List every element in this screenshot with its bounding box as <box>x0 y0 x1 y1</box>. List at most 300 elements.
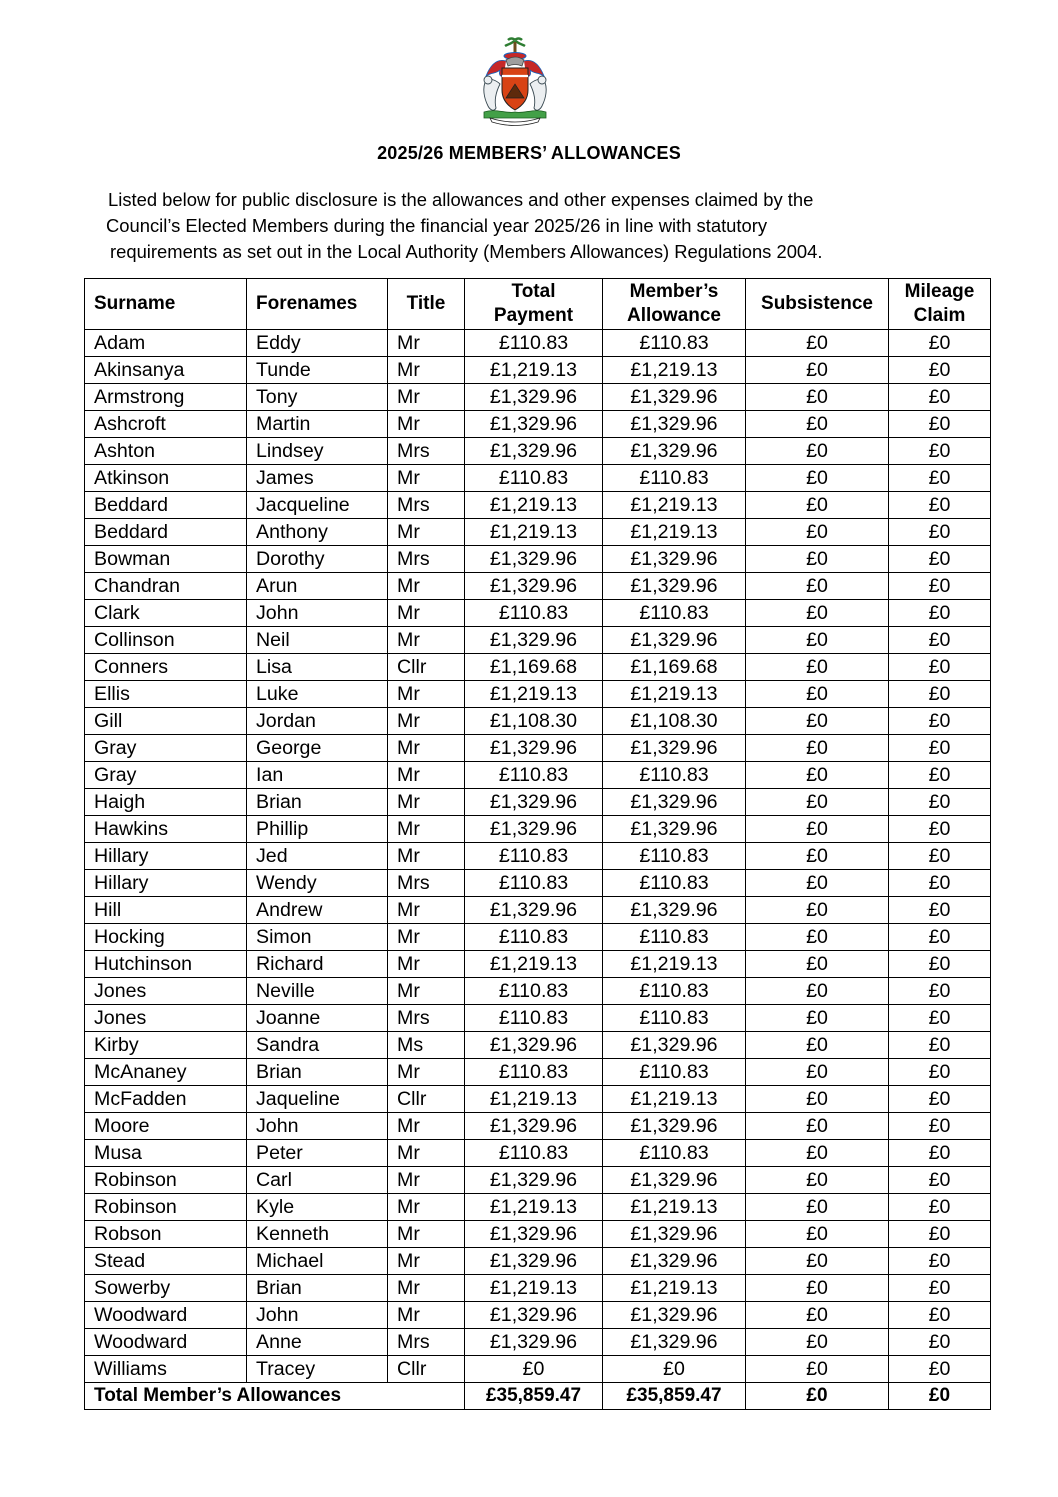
forenames-cell: James <box>247 465 388 492</box>
title-cell: Mr <box>388 924 465 951</box>
table-row <box>85 816 991 843</box>
table-row <box>85 843 991 870</box>
members-allowance-cell: £110.83 <box>603 843 746 870</box>
table-row <box>85 627 991 654</box>
table-row <box>85 330 991 357</box>
total-payment-cell: £0 <box>465 1356 603 1383</box>
mileage-claim-cell: £0 <box>889 1248 991 1275</box>
table-row <box>85 1167 991 1194</box>
table-row <box>85 384 991 411</box>
forenames-cell: Luke <box>247 681 388 708</box>
surname-cell: Chandran <box>85 573 247 600</box>
subsistence-cell: £0 <box>746 546 889 573</box>
members-allowance-cell: £1,219.13 <box>603 1194 746 1221</box>
subsistence-cell: £0 <box>746 789 889 816</box>
total-payment-cell: £1,329.96 <box>465 573 603 600</box>
surname-cell: Hill <box>85 897 247 924</box>
forenames-cell: Kenneth <box>247 1221 388 1248</box>
header-surname: Surname <box>85 279 247 330</box>
title-cell: Mr <box>388 519 465 546</box>
allowances-table <box>84 278 991 1410</box>
mileage-claim-cell: £0 <box>889 1356 991 1383</box>
members-allowance-cell: £1,329.96 <box>603 816 746 843</box>
surname-cell: Hocking <box>85 924 247 951</box>
mileage-claim-cell: £0 <box>889 951 991 978</box>
subsistence-cell: £0 <box>746 1221 889 1248</box>
total-payment-cell: £1,329.96 <box>465 438 603 465</box>
total-payment-cell: £110.83 <box>465 870 603 897</box>
total-payment-sum: £35,859.47 <box>465 1383 603 1410</box>
table-row <box>85 438 991 465</box>
forenames-cell: Phillip <box>247 816 388 843</box>
header-forenames: Forenames <box>247 279 388 330</box>
mileage-claim-cell: £0 <box>889 384 991 411</box>
table-header-row <box>85 279 991 330</box>
table-row <box>85 1248 991 1275</box>
table-row <box>85 1140 991 1167</box>
mileage-claim-cell: £0 <box>889 924 991 951</box>
title-cell: Mr <box>388 465 465 492</box>
surname-cell: Atkinson <box>85 465 247 492</box>
members-allowance-cell: £1,329.96 <box>603 1302 746 1329</box>
surname-cell: Adam <box>85 330 247 357</box>
mileage-claim-cell: £0 <box>889 573 991 600</box>
header-members-allowance-line2: Allowance <box>627 305 721 326</box>
total-payment-cell: £1,219.13 <box>465 1194 603 1221</box>
table-row <box>85 681 991 708</box>
mileage-claim-cell: £0 <box>889 1086 991 1113</box>
table-row <box>85 654 991 681</box>
mileage-claim-cell: £0 <box>889 330 991 357</box>
subsistence-cell: £0 <box>746 438 889 465</box>
total-payment-cell: £110.83 <box>465 1059 603 1086</box>
forenames-cell: Brian <box>247 1059 388 1086</box>
total-payment-cell: £1,329.96 <box>465 546 603 573</box>
total-payment-cell: £110.83 <box>465 924 603 951</box>
table-row <box>85 411 991 438</box>
subsistence-cell: £0 <box>746 330 889 357</box>
total-payment-cell: £1,329.96 <box>465 1248 603 1275</box>
total-payment-cell: £1,329.96 <box>465 1329 603 1356</box>
surname-cell: Sowerby <box>85 1275 247 1302</box>
title-cell: Cllr <box>388 654 465 681</box>
surname-cell: Jones <box>85 978 247 1005</box>
mileage-claim-cell: £0 <box>889 1302 991 1329</box>
mileage-claim-cell: £0 <box>889 762 991 789</box>
mileage-claim-cell: £0 <box>889 789 991 816</box>
members-allowance-cell: £1,219.13 <box>603 1086 746 1113</box>
total-payment-cell: £1,329.96 <box>465 735 603 762</box>
forenames-cell: Kyle <box>247 1194 388 1221</box>
subsistence-cell: £0 <box>746 519 889 546</box>
members-allowance-cell: £0 <box>603 1356 746 1383</box>
members-allowance-cell: £110.83 <box>603 762 746 789</box>
members-allowance-cell: £1,329.96 <box>603 546 746 573</box>
surname-cell: McAnaney <box>85 1059 247 1086</box>
mileage-claim-cell: £0 <box>889 1113 991 1140</box>
table-row <box>85 762 991 789</box>
forenames-cell: Brian <box>247 1275 388 1302</box>
title-cell: Ms <box>388 1032 465 1059</box>
members-allowance-cell: £1,329.96 <box>603 627 746 654</box>
table-row <box>85 492 991 519</box>
subsistence-cell: £0 <box>746 492 889 519</box>
header-members-allowance-line1: Member’s <box>629 281 719 302</box>
members-allowance-cell: £1,219.13 <box>603 681 746 708</box>
forenames-cell: John <box>247 1302 388 1329</box>
members-allowance-cell: £1,329.96 <box>603 1221 746 1248</box>
header-members-allowance <box>603 279 746 330</box>
total-payment-cell: £1,329.96 <box>465 1302 603 1329</box>
surname-cell: Ashcroft <box>85 411 247 438</box>
subsistence-cell: £0 <box>746 600 889 627</box>
subsistence-cell: £0 <box>746 465 889 492</box>
subsistence-cell: £0 <box>746 1329 889 1356</box>
title-cell: Mrs <box>388 1329 465 1356</box>
total-payment-cell: £110.83 <box>465 1005 603 1032</box>
table-row <box>85 1329 991 1356</box>
surname-cell: Robson <box>85 1221 247 1248</box>
forenames-cell: Ian <box>247 762 388 789</box>
total-payment-cell: £1,329.96 <box>465 1032 603 1059</box>
forenames-cell: Wendy <box>247 870 388 897</box>
title-cell: Mr <box>388 1248 465 1275</box>
forenames-cell: Jacqueline <box>247 492 388 519</box>
forenames-cell: Neil <box>247 627 388 654</box>
title-cell: Mrs <box>388 492 465 519</box>
total-payment-cell: £1,169.68 <box>465 654 603 681</box>
surname-cell: Bowman <box>85 546 247 573</box>
title-cell: Mr <box>388 411 465 438</box>
members-allowance-cell: £1,329.96 <box>603 735 746 762</box>
subsistence-cell: £0 <box>746 1059 889 1086</box>
surname-cell: Gray <box>85 762 247 789</box>
forenames-cell: John <box>247 1113 388 1140</box>
table-row <box>85 1275 991 1302</box>
document-title: 2025/26 MEMBERS’ ALLOWANCES <box>377 143 681 163</box>
header-subsistence: Subsistence <box>746 279 889 330</box>
subsistence-cell: £0 <box>746 357 889 384</box>
members-allowance-cell: £1,329.96 <box>603 1032 746 1059</box>
title-cell: Mr <box>388 951 465 978</box>
intro-line: Council’s Elected Members during the financial year 2025/26 in line with statutory <box>106 215 768 236</box>
forenames-cell: Andrew <box>247 897 388 924</box>
table-row <box>85 519 991 546</box>
title-cell: Mr <box>388 1140 465 1167</box>
header-total-payment-line2: Payment <box>493 305 574 326</box>
subsistence-cell: £0 <box>746 654 889 681</box>
title-cell: Mr <box>388 681 465 708</box>
surname-cell: Armstrong <box>85 384 247 411</box>
forenames-cell: Martin <box>247 411 388 438</box>
members-allowance-cell: £1,329.96 <box>603 573 746 600</box>
surname-cell: Moore <box>85 1113 247 1140</box>
members-allowance-cell: £1,169.68 <box>603 654 746 681</box>
surname-cell: Musa <box>85 1140 247 1167</box>
forenames-cell: Brian <box>247 789 388 816</box>
mileage-claim-cell: £0 <box>889 870 991 897</box>
subsistence-cell: £0 <box>746 708 889 735</box>
forenames-cell: Michael <box>247 1248 388 1275</box>
surname-cell: Beddard <box>85 492 247 519</box>
surname-cell: Woodward <box>85 1302 247 1329</box>
subsistence-cell: £0 <box>746 627 889 654</box>
forenames-cell: Joanne <box>247 1005 388 1032</box>
subsistence-cell: £0 <box>746 1248 889 1275</box>
members-allowance-cell: £110.83 <box>603 1140 746 1167</box>
members-allowance-cell: £1,329.96 <box>603 1248 746 1275</box>
table-row <box>85 1113 991 1140</box>
title-cell: Mr <box>388 843 465 870</box>
total-payment-cell: £1,219.13 <box>465 519 603 546</box>
forenames-cell: Carl <box>247 1167 388 1194</box>
title-cell: Mr <box>388 1167 465 1194</box>
title-cell: Cllr <box>388 1086 465 1113</box>
intro-line: requirements as set out in the Local Authority (Members Allowances) Regulations 2004. <box>110 241 823 262</box>
members-allowance-cell: £110.83 <box>603 465 746 492</box>
intro-paragraph <box>106 187 1006 265</box>
subsistence-cell: £0 <box>746 1356 889 1383</box>
mileage-claim-cell: £0 <box>889 978 991 1005</box>
surname-cell: Akinsanya <box>85 357 247 384</box>
members-allowance-cell: £1,219.13 <box>603 519 746 546</box>
forenames-cell: Anne <box>247 1329 388 1356</box>
total-payment-cell: £1,329.96 <box>465 411 603 438</box>
intro-line: Listed below for public disclosure is the allowances and other expenses claimed by the <box>108 189 814 210</box>
surname-cell: Ellis <box>85 681 247 708</box>
mileage-claim-cell: £0 <box>889 681 991 708</box>
total-payment-cell: £110.83 <box>465 465 603 492</box>
table-row <box>85 357 991 384</box>
title-cell: Mr <box>388 1194 465 1221</box>
total-payment-cell: £110.83 <box>465 330 603 357</box>
members-allowance-cell: £1,219.13 <box>603 951 746 978</box>
total-payment-cell: £1,329.96 <box>465 789 603 816</box>
table-row <box>85 573 991 600</box>
title-cell: Mr <box>388 357 465 384</box>
forenames-cell: Tony <box>247 384 388 411</box>
mileage-claim-cell: £0 <box>889 627 991 654</box>
surname-cell: Woodward <box>85 1329 247 1356</box>
forenames-cell: John <box>247 600 388 627</box>
total-payment-cell: £1,219.13 <box>465 357 603 384</box>
title-cell: Mr <box>388 789 465 816</box>
members-allowance-cell: £1,219.13 <box>603 357 746 384</box>
surname-cell: Haigh <box>85 789 247 816</box>
subsistence-cell: £0 <box>746 843 889 870</box>
mileage-claim-cell: £0 <box>889 816 991 843</box>
title-cell: Mrs <box>388 1005 465 1032</box>
surname-cell: Hawkins <box>85 816 247 843</box>
mileage-claim-cell: £0 <box>889 1032 991 1059</box>
surname-cell: Stead <box>85 1248 247 1275</box>
surname-cell: Collinson <box>85 627 247 654</box>
table-row <box>85 546 991 573</box>
header-title: Title <box>388 279 465 330</box>
header-total-payment-line1: Total <box>511 281 556 302</box>
total-payment-cell: £1,329.96 <box>465 1113 603 1140</box>
members-allowance-cell: £1,329.96 <box>603 411 746 438</box>
mileage-claim-cell: £0 <box>889 654 991 681</box>
surname-cell: Ashton <box>85 438 247 465</box>
surname-cell: Beddard <box>85 519 247 546</box>
title-cell: Mrs <box>388 546 465 573</box>
total-members-allowance-sum: £35,859.47 <box>603 1383 746 1410</box>
mileage-claim-cell: £0 <box>889 708 991 735</box>
title-cell: Cllr <box>388 1356 465 1383</box>
total-mileage-sum: £0 <box>889 1383 991 1410</box>
title-cell: Mr <box>388 762 465 789</box>
title-cell: Mr <box>388 600 465 627</box>
members-allowance-cell: £1,108.30 <box>603 708 746 735</box>
subsistence-cell: £0 <box>746 897 889 924</box>
subsistence-cell: £0 <box>746 951 889 978</box>
total-label: Total Member’s Allowances <box>85 1383 465 1410</box>
members-allowance-cell: £110.83 <box>603 978 746 1005</box>
forenames-cell: Jordan <box>247 708 388 735</box>
table-total-row <box>85 1383 991 1410</box>
subsistence-cell: £0 <box>746 1167 889 1194</box>
subsistence-cell: £0 <box>746 1194 889 1221</box>
subsistence-cell: £0 <box>746 681 889 708</box>
surname-cell: Kirby <box>85 1032 247 1059</box>
surname-cell: Hillary <box>85 843 247 870</box>
forenames-cell: Richard <box>247 951 388 978</box>
header-total-payment <box>465 279 603 330</box>
mileage-claim-cell: £0 <box>889 1221 991 1248</box>
mileage-claim-cell: £0 <box>889 843 991 870</box>
subsistence-cell: £0 <box>746 1275 889 1302</box>
subsistence-cell: £0 <box>746 573 889 600</box>
members-allowance-cell: £1,219.13 <box>603 492 746 519</box>
table-row <box>85 978 991 1005</box>
forenames-cell: Lindsey <box>247 438 388 465</box>
table-row <box>85 1302 991 1329</box>
subsistence-cell: £0 <box>746 1140 889 1167</box>
title-cell: Mrs <box>388 438 465 465</box>
forenames-cell: Arun <box>247 573 388 600</box>
table-row <box>85 1221 991 1248</box>
members-allowance-cell: £110.83 <box>603 1005 746 1032</box>
title-cell: Mr <box>388 1302 465 1329</box>
mileage-claim-cell: £0 <box>889 1059 991 1086</box>
total-subsistence-sum: £0 <box>746 1383 889 1410</box>
mileage-claim-cell: £0 <box>889 492 991 519</box>
forenames-cell: Eddy <box>247 330 388 357</box>
header-mileage-line2: Claim <box>913 305 966 326</box>
title-cell: Mr <box>388 897 465 924</box>
total-payment-cell: £110.83 <box>465 1140 603 1167</box>
subsistence-cell: £0 <box>746 411 889 438</box>
subsistence-cell: £0 <box>746 1086 889 1113</box>
total-payment-cell: £1,219.13 <box>465 1275 603 1302</box>
forenames-cell: Peter <box>247 1140 388 1167</box>
members-allowance-cell: £1,219.13 <box>603 1275 746 1302</box>
table-row <box>85 951 991 978</box>
mileage-claim-cell: £0 <box>889 1194 991 1221</box>
mileage-claim-cell: £0 <box>889 411 991 438</box>
header-mileage-claim <box>889 279 991 330</box>
members-allowance-cell: £1,329.96 <box>603 1329 746 1356</box>
mileage-claim-cell: £0 <box>889 1275 991 1302</box>
total-payment-cell: £110.83 <box>465 600 603 627</box>
mileage-claim-cell: £0 <box>889 897 991 924</box>
total-payment-cell: £1,329.96 <box>465 1221 603 1248</box>
title-cell: Mr <box>388 330 465 357</box>
forenames-cell: Tracey <box>247 1356 388 1383</box>
total-payment-cell: £1,219.13 <box>465 681 603 708</box>
forenames-cell: Tunde <box>247 357 388 384</box>
table-row <box>85 1059 991 1086</box>
subsistence-cell: £0 <box>746 816 889 843</box>
header-mileage-line1: Mileage <box>904 281 975 302</box>
mileage-claim-cell: £0 <box>889 1140 991 1167</box>
table-row <box>85 1194 991 1221</box>
table-row <box>85 1005 991 1032</box>
table-row <box>85 1356 991 1383</box>
table-row <box>85 870 991 897</box>
members-allowance-cell: £110.83 <box>603 924 746 951</box>
members-allowance-cell: £110.83 <box>603 330 746 357</box>
forenames-cell: Jed <box>247 843 388 870</box>
surname-cell: Robinson <box>85 1194 247 1221</box>
total-payment-cell: £1,219.13 <box>465 492 603 519</box>
surname-cell: Robinson <box>85 1167 247 1194</box>
title-cell: Mr <box>388 708 465 735</box>
mileage-claim-cell: £0 <box>889 465 991 492</box>
total-payment-cell: £1,329.96 <box>465 1167 603 1194</box>
table-row <box>85 600 991 627</box>
title-cell: Mr <box>388 627 465 654</box>
subsistence-cell: £0 <box>746 1032 889 1059</box>
total-payment-cell: £110.83 <box>465 762 603 789</box>
table-row <box>85 897 991 924</box>
title-cell: Mr <box>388 1221 465 1248</box>
table-row <box>85 708 991 735</box>
title-cell: Mr <box>388 816 465 843</box>
surname-cell: Jones <box>85 1005 247 1032</box>
surname-cell: Conners <box>85 654 247 681</box>
surname-cell: Hutchinson <box>85 951 247 978</box>
mileage-claim-cell: £0 <box>889 1167 991 1194</box>
members-allowance-cell: £1,329.96 <box>603 438 746 465</box>
table-row <box>85 789 991 816</box>
total-payment-cell: £1,219.13 <box>465 951 603 978</box>
mileage-claim-cell: £0 <box>889 357 991 384</box>
subsistence-cell: £0 <box>746 1302 889 1329</box>
members-allowance-cell: £1,329.96 <box>603 1167 746 1194</box>
table-row <box>85 465 991 492</box>
mileage-claim-cell: £0 <box>889 1329 991 1356</box>
members-allowance-cell: £110.83 <box>603 870 746 897</box>
mileage-claim-cell: £0 <box>889 735 991 762</box>
subsistence-cell: £0 <box>746 978 889 1005</box>
surname-cell: Gray <box>85 735 247 762</box>
council-coat-of-arms-icon <box>472 36 558 126</box>
total-payment-cell: £110.83 <box>465 978 603 1005</box>
subsistence-cell: £0 <box>746 1005 889 1032</box>
title-cell: Mr <box>388 978 465 1005</box>
mileage-claim-cell: £0 <box>889 519 991 546</box>
subsistence-cell: £0 <box>746 735 889 762</box>
forenames-cell: Jaqueline <box>247 1086 388 1113</box>
surname-cell: McFadden <box>85 1086 247 1113</box>
surname-cell: Williams <box>85 1356 247 1383</box>
forenames-cell: Neville <box>247 978 388 1005</box>
forenames-cell: Sandra <box>247 1032 388 1059</box>
subsistence-cell: £0 <box>746 870 889 897</box>
mileage-claim-cell: £0 <box>889 1005 991 1032</box>
